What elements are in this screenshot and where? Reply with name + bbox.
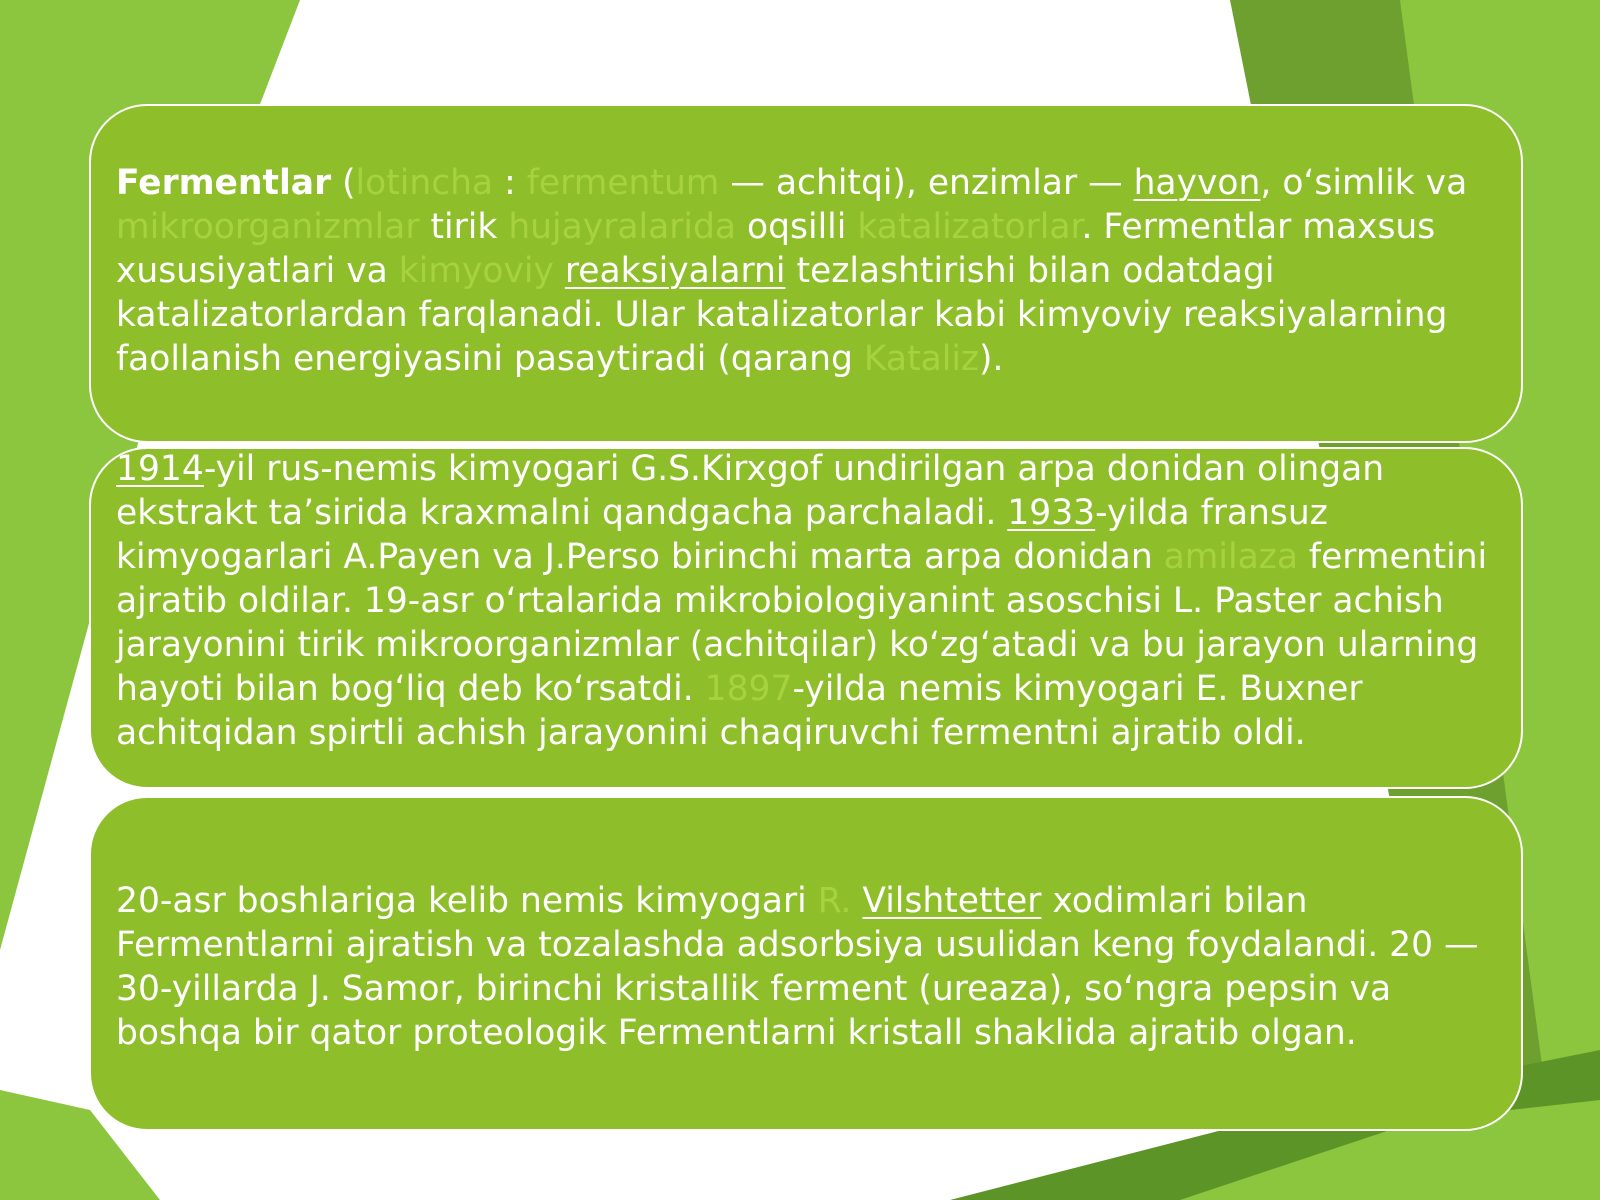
link-reaksiyalarni[interactable]: reaksiyalarni <box>564 251 786 291</box>
text-run: ). <box>979 339 1004 379</box>
faint-link-lotincha[interactable]: lotincha <box>355 163 494 203</box>
text-run: -yil rus-nemis kimyogari G.S.Kirxgof undirilgan arpa donidan olingan ekstrakt taʼsirida kraxmalni qandgacha parchaladi. <box>116 449 1385 533</box>
faint-link-1897[interactable]: 1897 <box>704 669 793 709</box>
text-run: xodimlari bilan Fermentlarni ajratish va tozalashda adsorbsiya usulidan keng foydalandi. 20 — 30-yillarda J. Samor, birinchi kristallik ferment (ureaza), soʻngra pepsin va boshqa bir qator proteologik Fermentlarni kristall shaklida ajratib olgan. <box>116 881 1479 1053</box>
twentieth-century-paragraph <box>116 879 1491 1055</box>
faint-link-amilaza[interactable]: amilaza <box>1163 537 1298 577</box>
history-box <box>89 447 1523 789</box>
text-run: — achitqi), enzimlar — <box>719 163 1134 203</box>
faint-link-mikroorganizmlar[interactable]: mikroorganizmlar <box>116 207 420 247</box>
history-paragraph <box>116 447 1491 755</box>
text-run: tezlashtirishi bilan odatdagi katalizatorlardan farqlanadi. Ular katalizatorlar kabi kimyoviy reaksiyalarning faollanish energiyasini pasaytiradi (qarang <box>116 251 1448 379</box>
term-fermentlar: Fermentlar <box>116 163 332 203</box>
faint-link-fermentum[interactable]: fermentum <box>526 163 720 203</box>
faint-link-r[interactable]: R. <box>817 881 852 921</box>
twentieth-century-box <box>89 796 1523 1131</box>
text-run: -yilda fransuz kimyogarlari A.Payen va J.Perso birinchi marta arpa donidan <box>116 493 1328 577</box>
text-run: 20-asr boshlariga kelib nemis kimyogari <box>116 881 818 921</box>
faint-link-kimyoviy[interactable]: kimyoviy <box>398 251 554 291</box>
definition-paragraph <box>116 161 1491 381</box>
link-vilshtetter[interactable]: Vilshtetter <box>862 881 1042 921</box>
faint-link-hujayralarida[interactable]: hujayralarida <box>508 207 737 247</box>
text-run: fermentini ajratib oldilar. 19-asr oʻrtalarida mikrobiologiyanint asoschisi L. Paster achish jarayonini tirik mikroorganizmlar (achitqilar) koʻzgʻatadi va bu jarayon ularning hayoti bilan bogʻliq deb koʻrsatdi. <box>116 537 1488 709</box>
link-year-1914[interactable]: 1914 <box>116 449 204 489</box>
faint-link-katalizatorlar[interactable]: katalizatorlar <box>857 207 1082 247</box>
link-year-1933[interactable]: 1933 <box>1007 493 1096 533</box>
text-run: , oʻsimlik va <box>1260 163 1468 203</box>
text-run: tirik <box>419 207 509 247</box>
text-run: ( <box>331 163 356 203</box>
text-run: . Fermentlar maxsus xususiyatlari va <box>116 207 1436 291</box>
text-run: oqsilli <box>736 207 858 247</box>
link-hayvon[interactable]: hayvon <box>1133 163 1261 203</box>
text-run: : <box>493 163 527 203</box>
text-run: -yilda nemis kimyogari E. Buxner achitqidan spirtli achish jarayonini chaqiruvchi fermentni ajratib oldi. <box>116 669 1363 753</box>
faint-link-kataliz[interactable]: Kataliz <box>863 339 980 379</box>
definition-box <box>89 104 1523 443</box>
